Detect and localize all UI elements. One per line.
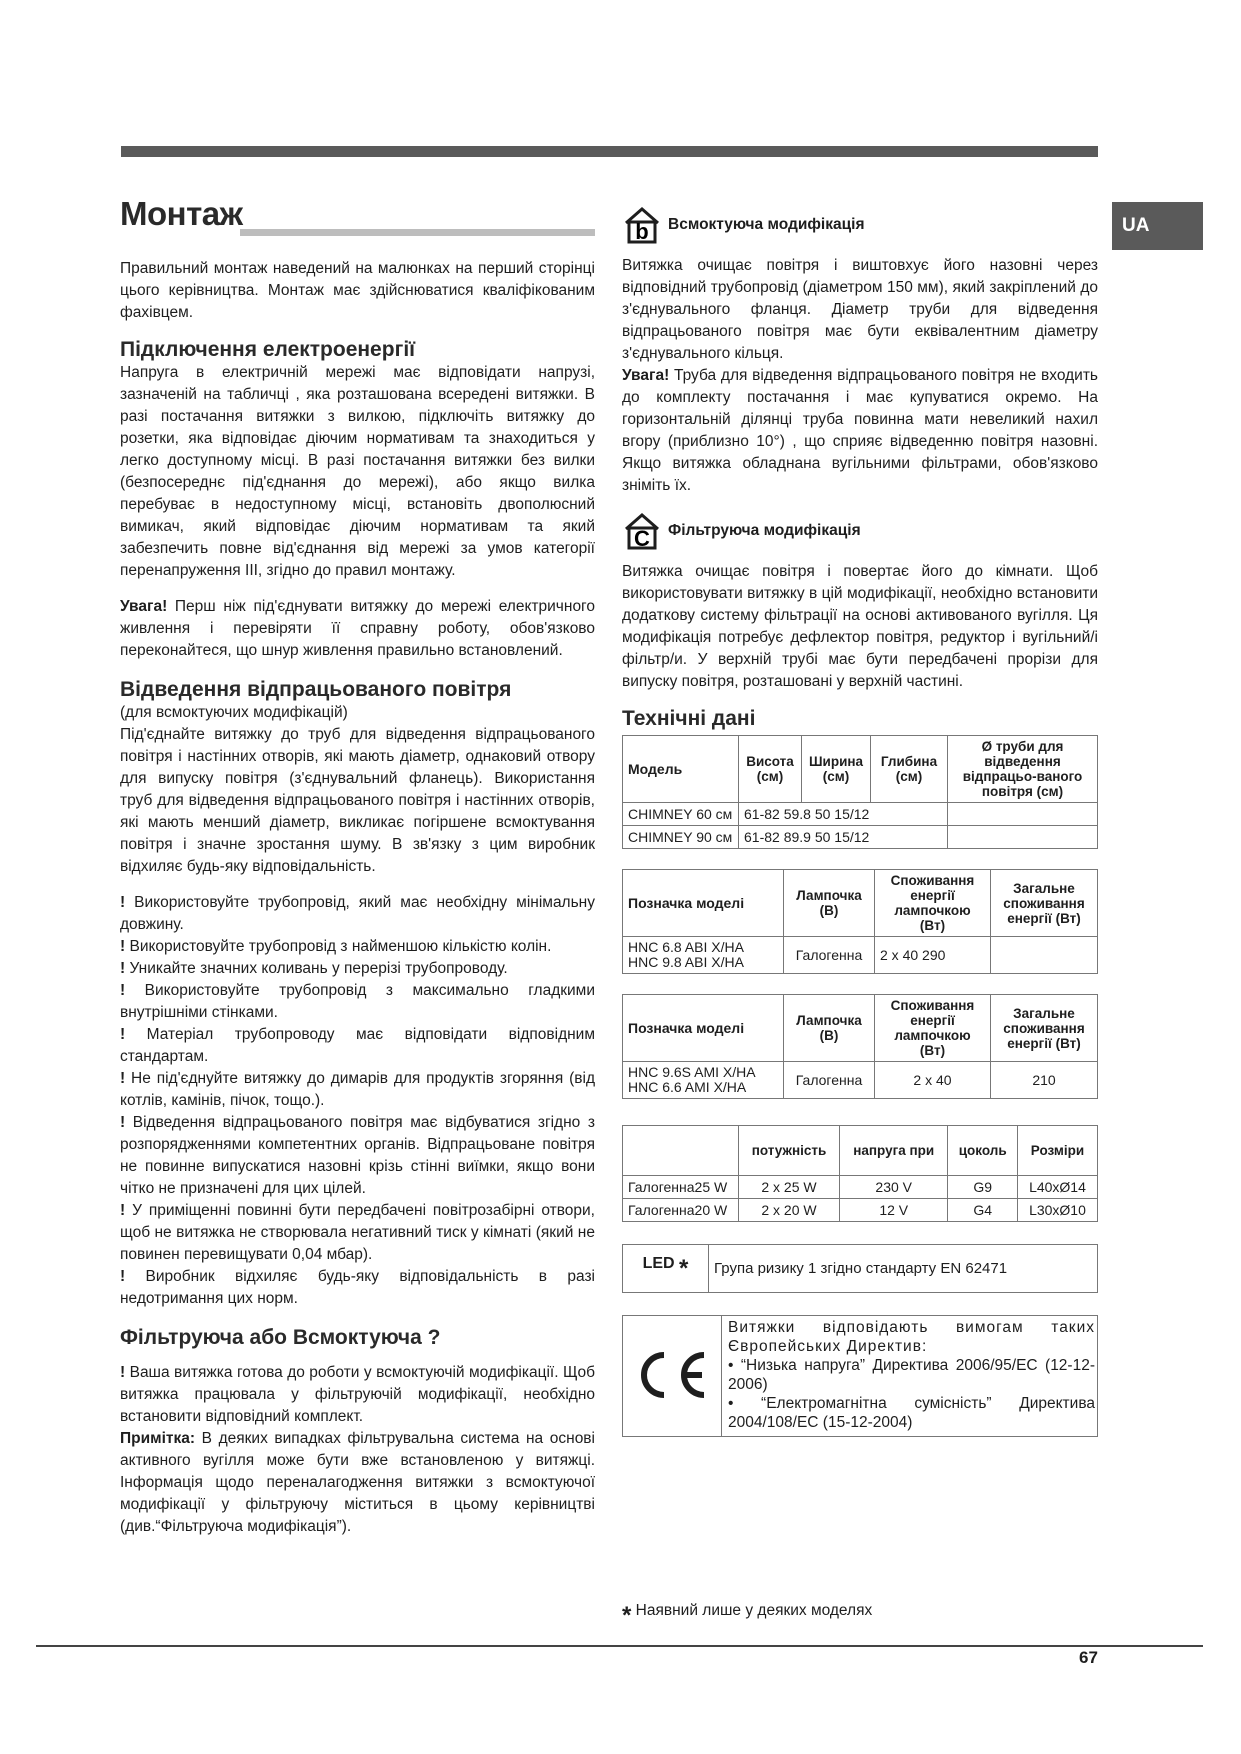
table-header-cell: Загальне споживання енергії (Вт) [991, 870, 1098, 937]
filter-text: Витяжка очищає повітря і повертає його до кімнати. Щоб використовувати витяжку в цій модифікації, необхідно встановити додаткову систему фільтрації на основі активованого вугілля. Ця модифікація потребує дефлектор повітря, редуктор і вугільний/і фільтр/и. У верхній трубі має бути передбачені прорізи для випуску повітря, розташовані у верхній частині. [622, 563, 1098, 690]
bullet-mark: ! [120, 960, 126, 977]
table-header-cell: Позначка моделі [623, 870, 784, 937]
list-item-text: Уникайте значних коливань у перерізі трубопроводу. [125, 960, 508, 977]
table-cell: L40xØ14 [1017, 1176, 1097, 1199]
title-underline [240, 229, 595, 236]
list-item [120, 936, 595, 958]
bullet-mark: ! [120, 894, 126, 911]
suction-warning-text: Труба для відведення відпрацьованого повітря не входить до комплекту постачання і має купуватися окремо. На горизонтальній ділянці труба повинна мати невеликий нахил вгору (приблизно 10°) , що сприяє відведенню повітря назовні. Якщо витяжка обладнана вугільними фільтрами, обов'язково зніміть їх. [622, 367, 1098, 494]
table-row [623, 826, 1098, 849]
top-divider-bar [121, 146, 1098, 157]
page-title: Монтаж [120, 195, 243, 232]
table-header-cell: потужність [739, 1126, 840, 1176]
list-item [120, 1068, 595, 1112]
ce-table [622, 1315, 1098, 1437]
led-table [622, 1244, 1098, 1293]
lamp-spec-table [622, 1125, 1098, 1222]
filter-heading: Фільтруюча модифікація [668, 522, 861, 539]
table-cell: 210 [991, 1062, 1098, 1099]
table-header-cell: Розміри [1017, 1126, 1097, 1176]
warning-text: Перш ніж під'єднувати витяжку до мережі електричного живлення і перевіряти її справну роботу, обов'язково переконайтеся, що шнур живлення правильно встановлений. [120, 598, 595, 659]
model-name: HNC 9.8 ABI X/HA [628, 954, 744, 970]
bottom-divider [36, 1645, 1203, 1647]
table-header-cell: напруга при [839, 1126, 948, 1176]
page-number: 67 [1079, 1648, 1098, 1667]
list-item [120, 892, 595, 936]
table-row [623, 1176, 1098, 1199]
table-header-cell: Споживання енергії лампочкою (Вт) [875, 995, 991, 1062]
right-column [622, 205, 1098, 1437]
led-label-cell [623, 1245, 709, 1293]
tech-data-heading: Технічні дані [622, 707, 756, 730]
bullet-mark: ! [120, 1026, 126, 1043]
table-row [623, 1316, 1098, 1437]
ce-text-cell [722, 1316, 1098, 1437]
list-item-text: Матеріал трубопроводу має відповідати відповідним стандартам. [120, 1026, 595, 1065]
table-header-cell: Позначка моделі [623, 995, 784, 1062]
suction-warning [622, 365, 1098, 497]
asterisk: * [622, 1602, 632, 1629]
exhaust-heading: Відведення відпрацьованого повітря [120, 678, 512, 701]
table-cell [991, 937, 1098, 974]
led-text: Група ризику 1 згідно стандарту EN 62471 [709, 1245, 1098, 1293]
table-header-cell: Висота (см) [739, 736, 802, 803]
table-cell: Галогенна [784, 937, 875, 974]
bullet-mark: ! [120, 982, 126, 999]
list-item [120, 1024, 595, 1068]
suction-icon-letter: b [635, 219, 649, 244]
table-cell: Галогенна [784, 1062, 875, 1099]
list-item-text: Використовуйте трубопровід з максимально гладкими внутрішніми стінками. [120, 982, 595, 1021]
table-cell [948, 826, 1098, 849]
table-header-cell: Лампочка (В) [784, 870, 875, 937]
intro-text: Правильний монтаж наведений на малюнках на перший сторінці цього керівництва. Монтаж має здійснюватися кваліфікованим фахівцем. [120, 260, 595, 321]
filter-mode-icon [622, 511, 662, 551]
electric-text: Напруга в електричній мережі має відповідати напрузі, зазначеній на табличці , яка розташована всередені витяжки. В разі постачання витяжки з вилкою, підключіть витяжку до розетки, яка відповідає діючим нормативам та знаходиться у легко доступному місці. В разі постачання витяжки без вилки (безпосереднє під'єднання до мережі), або якщо вилка перебуває в недоступному місці, встановіть двополюсний вимикач, який відповідає діючим нормативам та який забезпечить повне від'єднання від мережі за умов категорії перенапруження III, згідно до правил монтажу. [120, 364, 595, 579]
ce-text: • “Електромагнітна сумісність” Директива 2004/108/EC (15-12-2004) [728, 1395, 1095, 1431]
bullet-mark: ! [120, 1364, 126, 1381]
warning-paragraph [120, 596, 595, 662]
bullet-mark: ! [120, 1268, 126, 1285]
table-cell [948, 803, 1098, 826]
table-cell [623, 1062, 784, 1099]
exhaust-text: Під'єднайте витяжку до труб для відведення відпрацьованого повітря і настінних отворів, які мають діаметр, однаковий отвору для випуску повітря (з'єднувальний фланець). Використання труб для відведення відпрацьованого повітря і настінних отворів, які мають менший діаметр, викликає погіршене всмоктування повітря і значне зростання шуму. В зв'язку з цим виробник відхиляє будь-яку відповідальність. [120, 726, 595, 875]
table-cell: Галогенна20 W [623, 1199, 739, 1222]
table-cell [623, 937, 784, 974]
table-row [623, 1062, 1098, 1099]
bullet-mark: ! [120, 1114, 126, 1131]
asterisk: * [679, 1254, 689, 1282]
table-header-cell: Модель [623, 736, 739, 803]
suction-warning-label: Увага! [622, 367, 670, 384]
table-row [623, 937, 1098, 974]
language-tab: UA [1112, 202, 1203, 250]
left-column [120, 195, 595, 1538]
table-cell: 230 V [839, 1176, 948, 1199]
table-header-row [623, 870, 1098, 937]
model-name: HNC 6.6 AMI X/HA [628, 1079, 747, 1095]
table-cell: 61-82 59.8 50 15/12 [739, 803, 948, 826]
note-paragraph [120, 1428, 595, 1538]
list-item-text: Використовуйте трубопровід, який має необхідну мінімальну довжину. [120, 894, 595, 933]
table-header-cell: Ширина (см) [802, 736, 871, 803]
table-cell: G9 [948, 1176, 1018, 1199]
note-label: Примітка: [120, 1430, 196, 1447]
table-cell: CHIMNEY 60 см [623, 803, 739, 826]
table-cell: 61-82 89.9 50 15/12 [739, 826, 948, 849]
ce-text: • “Низька напруга” Директива 2006/95/EC (12-12-2006) [728, 1357, 1095, 1393]
table-cell: 2 x 40 [875, 1062, 991, 1099]
list-item [120, 958, 595, 980]
list-item [120, 1112, 595, 1200]
table-header-row [623, 736, 1098, 803]
list-item-text: Відведення відпрацьованого повітря має відбуватися згідно з розпорядженнями компетентних органів. Відпрацьоване повітря не повинне випускатися назовні крізь стінні виїмки, якщо вони чітко не призначені для цих цілей. [120, 1114, 595, 1197]
table-header-row [623, 1126, 1098, 1176]
led-label: LED [642, 1254, 675, 1272]
list-item-text: Використовуйте трубопровід з найменшою кількістю колін. [125, 938, 552, 955]
table-cell: 2 x 40 290 [875, 937, 991, 974]
list-item-text: Виробник відхиляє будь-яку відповідальність в разі недотримання цих норм. [120, 1268, 595, 1307]
table-cell: Галогенна25 W [623, 1176, 739, 1199]
ce-logo-cell [623, 1316, 722, 1437]
table-header-cell: Споживання енергії лампочкою (Вт) [875, 870, 991, 937]
bullet-mark: ! [120, 938, 126, 955]
recommendations-list [120, 892, 595, 1310]
filter-icon-letter: C [634, 526, 650, 551]
table-header-row [623, 995, 1098, 1062]
table-cell: G4 [948, 1199, 1018, 1222]
list-item-text: У приміщенні повинні бути передбачені повітрозабірні отвори, щоб не витяжка не створювала негативний тиск у кімнаті (який не повинен перевищувати 0,04 мбар). [120, 1202, 595, 1263]
model-name: HNC 9.6S AMI X/HA [628, 1064, 756, 1080]
lamp-table-1 [622, 869, 1098, 974]
footnote-text: Наявний лише у деяких моделях [635, 1602, 873, 1619]
bullet-mark: ! [120, 1202, 126, 1219]
table-cell: L30xØ10 [1017, 1199, 1097, 1222]
suction-heading: Всмоктуюча модифікація [668, 216, 865, 233]
model-name: HNC 6.8 ABI X/HA [628, 939, 744, 955]
table-header-cell [623, 1126, 739, 1176]
table-row [623, 803, 1098, 826]
electric-heading: Підключення електроенергії [120, 338, 416, 361]
table-cell: CHIMNEY 90 см [623, 826, 739, 849]
list-item-text: Не під'єднуйте витяжку до димарів для продуктів згоряння (від котлів, камінів, пічок, тощо.). [120, 1070, 595, 1109]
suction-mode-icon [622, 205, 662, 245]
footnote [622, 1602, 872, 1630]
list-item [120, 980, 595, 1024]
table-header-cell: Глибина (см) [871, 736, 948, 803]
ce-text: Витяжки відповідають вимогам таких Європейських Директив: [728, 1319, 1095, 1355]
bullet-mark: ! [120, 1070, 126, 1087]
table-cell: 2 x 25 W [739, 1176, 840, 1199]
warning-label: Увага! [120, 598, 168, 615]
table-header-cell: цоколь [948, 1126, 1018, 1176]
filter-heading-row [622, 511, 1098, 551]
table-row [623, 1245, 1098, 1293]
suction-text: Витяжка очищає повітря і виштовхує його назовні через відповідний трубопровід (діаметром 150 мм), який закріплений до з'єднувального фланця. Діаметр труби для відведення відпрацьованого повітря має бути еквівалентним діаметру з'єднувального кільця. [622, 257, 1098, 362]
filter-text: Ваша витяжка готова до роботи у всмоктуючій модифікації. Щоб витяжка працювала у фільтруючій модифікації, необхідно встановити відповідний комплект. [120, 1364, 595, 1425]
note-text: В деяких випадках фільтрувальна система на основі активного вугілля може бути вже встановленою у витяжці. Інформація щодо переналагодження витяжки з всмоктуючої модифікації у фільтруючу міститься в цьому керівництві (див.“Фільтруюча модифікація”). [120, 1430, 595, 1535]
table-cell: 2 x 20 W [739, 1199, 840, 1222]
table-cell: 12 V [839, 1199, 948, 1222]
lamp-table-2 [622, 994, 1098, 1099]
filter-paragraph [120, 1362, 595, 1428]
suction-heading-row [622, 205, 1098, 245]
table-header-cell: Лампочка (В) [784, 995, 875, 1062]
list-item [120, 1200, 595, 1266]
table-header-cell: Загальне споживання енергії (Вт) [991, 995, 1098, 1062]
ce-mark-icon [632, 1347, 712, 1403]
table-header-cell: Ø труби для відведення відпрацьо-ваного повітря (см) [948, 736, 1098, 803]
list-item [120, 1266, 595, 1310]
exhaust-subheading: (для всмоктуючих модифікацій) [120, 704, 348, 721]
filter-or-suction-heading: Фільтруюча або Всмоктуюча ? [120, 1326, 441, 1349]
table-row [623, 1199, 1098, 1222]
dimensions-table [622, 735, 1098, 849]
